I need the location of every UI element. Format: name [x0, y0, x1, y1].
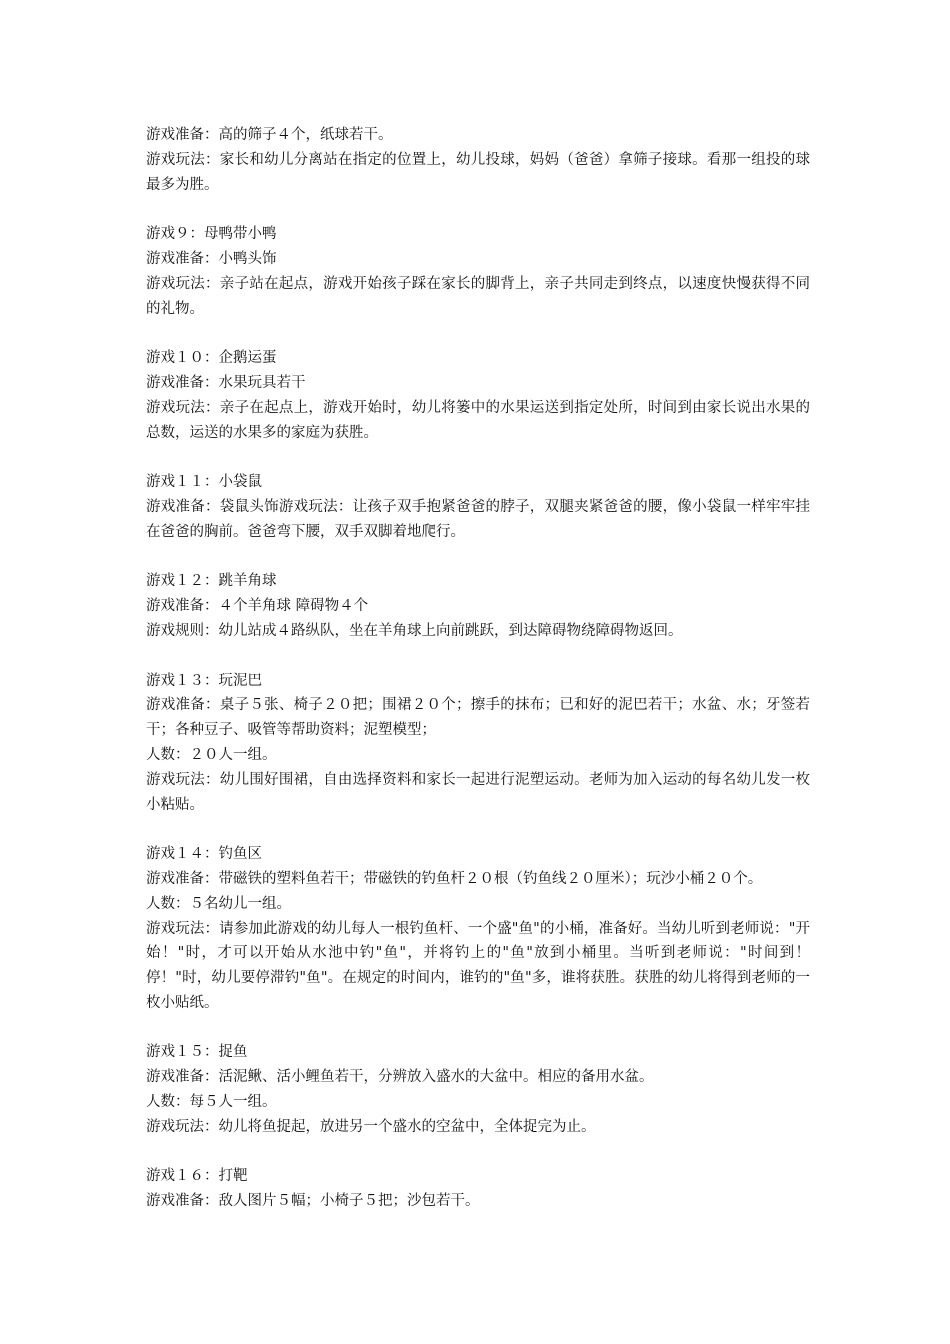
- paragraph: 游戏准备：活泥鳅、活小鲤鱼若干，分辨放入盛水的大盆中。相应的备用水盆。: [146, 1069, 654, 1086]
- paragraph: 游戏准备：带磁铁的塑料鱼若干；带磁铁的钓鱼杆２０根（钓鱼线２０厘米）；玩沙小桶２０个。: [146, 870, 763, 887]
- paragraph: 游戏玩法：幼儿围好围裙，自由选择资料和家长一起进行泥塑运动。老师为加入运动的每名幼儿发一枚小粘贴。: [146, 771, 810, 813]
- paragraph: 游戏准备：桌子５张、椅子２０把；围裙２０个；擦手的抹布；已和好的泥巴若干；水盆、水；牙签若干；各种豆子、吸管等帮助资料；泥塑模型；: [146, 697, 810, 739]
- paragraph: 游戏玩法：亲子站在起点，游戏开始孩子踩在家长的脚背上，亲子共同走到终点，以速度快慢获得不同的礼物。: [146, 275, 810, 317]
- blank-line: [146, 321, 810, 346]
- paragraph: 游戏准备：水果玩具若干: [146, 374, 306, 391]
- paragraph: 游戏规则：幼儿站成４路纵队，坐在羊角球上向前跳跃，到达障碍物绕障碍物返回。: [146, 622, 683, 639]
- section-heading: 游戏１１：小袋鼠: [146, 474, 262, 491]
- blank-line: [146, 1140, 810, 1165]
- paragraph: 人数：２０人一组。: [146, 746, 277, 763]
- blank-line: [146, 545, 810, 570]
- section-heading: 游戏１０：企鹅运蛋: [146, 350, 277, 367]
- blank-line: [146, 817, 810, 842]
- section-heading: 游戏９：母鸭带小鸭: [146, 226, 277, 243]
- paragraph: 游戏玩法：亲子在起点上，游戏开始时，幼儿将篓中的水果运送到指定处所，时间到由家长说出水果的总数，运送的水果多的家庭为获胜。: [146, 399, 810, 441]
- section-heading: 游戏１６：打靶: [146, 1168, 248, 1185]
- section-heading: 游戏１２：跳羊角球: [146, 573, 277, 590]
- paragraph: 人数：每５人一组。: [146, 1094, 277, 1111]
- paragraph: 人数：５名幼儿一组。: [146, 895, 291, 912]
- paragraph: 游戏准备：高的筛子４个，纸球若干。: [146, 127, 393, 143]
- blank-line: [146, 197, 810, 222]
- paragraph: 游戏准备：袋鼠头饰游戏玩法：让孩子双手抱紧爸爸的脖子，双腿夹紧爸爸的腰，像小袋鼠一样牢牢挂在爸爸的胸前。爸爸弯下腰，双手双脚着地爬行。: [146, 498, 810, 540]
- blank-line: [146, 1016, 810, 1041]
- section-heading: 游戏１４：钓鱼区: [146, 846, 262, 863]
- blank-line: [146, 445, 810, 470]
- paragraph: 游戏玩法：幼儿将鱼捉起，放进另一个盛水的空盆中，全体捉完为止。: [146, 1118, 596, 1135]
- document-page: [146, 123, 810, 1214]
- blank-line: [146, 644, 810, 669]
- paragraph: 游戏准备：敌人图片５幅；小椅子５把；沙包若干。: [146, 1193, 480, 1210]
- section-heading: 游戏１５：捉鱼: [146, 1044, 248, 1061]
- paragraph: 游戏玩法：家长和幼儿分离站在指定的位置上，幼儿投球，妈妈（爸爸）拿筛子接球。看那一组投的球最多为胜。: [146, 151, 810, 193]
- paragraph: 游戏准备：４个羊角球 障碍物４个: [146, 598, 369, 615]
- section-heading: 游戏１３：玩泥巴: [146, 672, 262, 689]
- paragraph: 游戏玩法：请参加此游戏的幼儿每人一根钓鱼杆、一个盛"鱼"的小桶，准备好。当幼儿听到老师说："开始！"时，才可以开始从水池中钓"鱼"，并将钓上的"鱼"放到小桶里。当听到老师说："时间到！停！"时，幼儿要停滞钓"鱼"。在规定的时间内，谁钓的"鱼"多，谁将获胜。获胜的幼儿将得到老师的一枚小贴纸。: [146, 920, 810, 1011]
- paragraph: 游戏准备：小鸭头饰: [146, 250, 277, 267]
